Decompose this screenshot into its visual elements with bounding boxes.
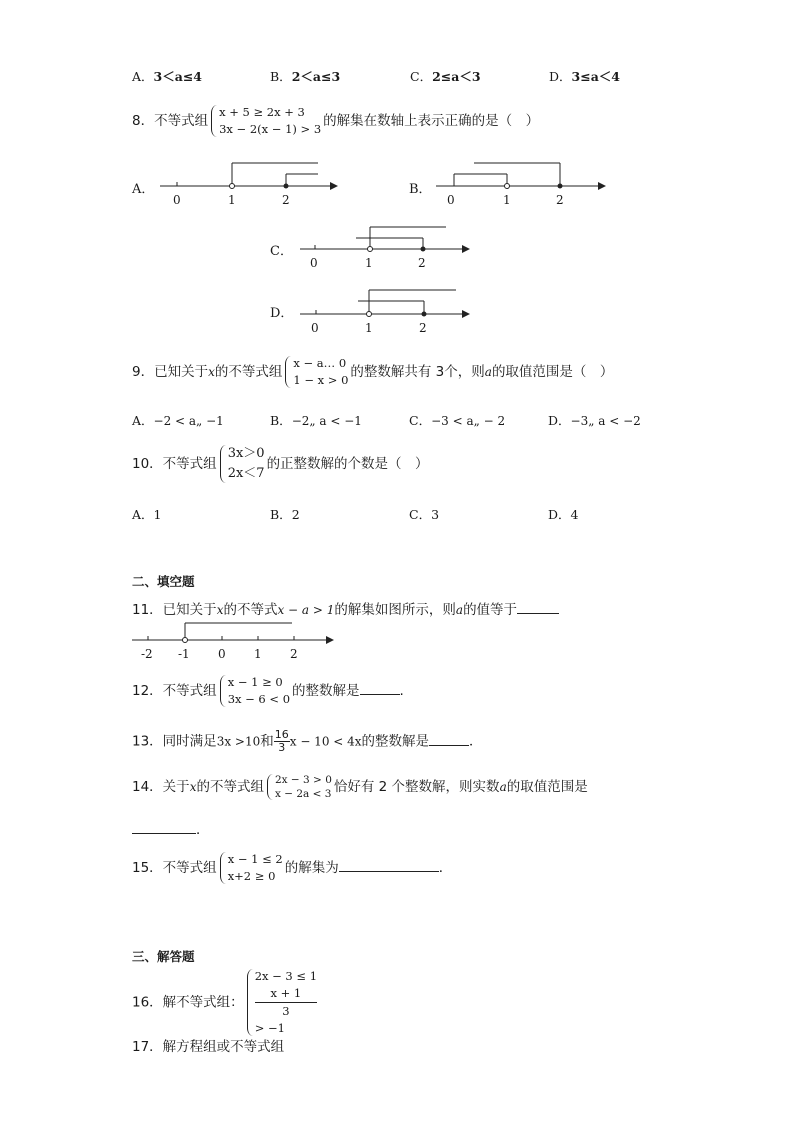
q8-label-c: C． bbox=[270, 244, 293, 259]
tick-label-2: 2 bbox=[418, 256, 426, 270]
tick-label-0: 0 bbox=[447, 193, 455, 207]
q7-option-b: B．2＜a≤3 bbox=[270, 69, 341, 84]
q8-label-b: B． bbox=[409, 182, 432, 197]
question-11: 11．已知关于x的不等式x − a > 1的解集如图所示，则a的值等于 bbox=[132, 598, 559, 618]
q7-option-d: D．3≤a＜4 bbox=[549, 69, 620, 84]
fraction: $\frac{16}{3}$ bbox=[274, 728, 289, 754]
q10-option-b: B．2 bbox=[270, 507, 300, 522]
q7-option-a: A．3＜a≤4 bbox=[132, 69, 202, 84]
tick-label-neg1: -1 bbox=[178, 647, 190, 661]
number-line-b bbox=[436, 158, 616, 208]
question-14: 14．关于x的不等式组 2x − 3 > 0 x − 2a < 3 恰好有 2 个整数解，则实数a的取值范围是 bbox=[132, 774, 588, 800]
q9-option-b: B．−2„ a < −1 bbox=[270, 413, 362, 428]
answer-blank[interactable] bbox=[132, 833, 196, 834]
question-13: 13．同时满足3x >10和 $\frac{16}{3}$ x − 10 < 4x的整数解是 ． bbox=[132, 728, 483, 754]
question-17: 17．解方程组或不等式组 bbox=[132, 1039, 285, 1055]
answer-blank[interactable] bbox=[517, 613, 559, 614]
question-16: 16．解不等式组： 2x − 3 ≤ 1 x + 1 3 > −1 bbox=[132, 969, 318, 1035]
tick-label-0: 0 bbox=[218, 647, 226, 661]
answer-blank[interactable] bbox=[360, 694, 400, 695]
tick-label-2: 2 bbox=[556, 193, 564, 207]
q9-option-d: D．−3„ a < −2 bbox=[548, 413, 641, 428]
tick-label-1: 1 bbox=[503, 193, 511, 207]
question-15: 15．不等式组 x − 1 ≤ 2 x+2 ≥ 0 的解集为 ． bbox=[132, 852, 453, 883]
number-line-a bbox=[160, 158, 340, 208]
tick-label-2: 2 bbox=[290, 647, 298, 661]
tick-label-0: 0 bbox=[311, 321, 319, 335]
inequality-system: x − a… 0 1 − x > 0 bbox=[284, 355, 348, 389]
answer-blank[interactable] bbox=[339, 871, 439, 872]
q10-option-d: D．4 bbox=[548, 507, 579, 522]
q8-label-a: A． bbox=[132, 182, 155, 197]
question-8: 8．不等式组 x + 5 ≥ 2x + 3 3x − 2(x − 1) > 3 的解集在数轴上表示正确的是（ ） bbox=[132, 105, 540, 136]
tick-label-1: 1 bbox=[228, 193, 236, 207]
question-10: 10．不等式组 3x＞0 2x＜7 的正整数解的个数是（ ） bbox=[132, 444, 429, 484]
fraction: x + 1 3 bbox=[255, 985, 317, 1020]
section-title-fill-in: 二、填空题 bbox=[132, 574, 195, 589]
question-14-answer-line: ． bbox=[132, 818, 210, 838]
question-12: 12．不等式组 x − 1 ≥ 0 3x − 6 < 0 的整数解是 . bbox=[132, 675, 404, 706]
inequality-system: x − 1 ≤ 2 x+2 ≥ 0 bbox=[219, 851, 283, 885]
inequality-system: x + 5 ≥ 2x + 3 3x − 2(x − 1) > 3 bbox=[210, 104, 321, 138]
inequality-system: 2x − 3 ≤ 1 x + 1 3 > −1 bbox=[246, 968, 317, 1037]
tick-label-1: 1 bbox=[254, 647, 262, 661]
tick-label-2: 2 bbox=[419, 321, 427, 335]
q10-option-c: C．3 bbox=[409, 507, 440, 522]
q9-option-c: C．−3 < a„ − 2 bbox=[409, 413, 506, 428]
tick-label-1: 1 bbox=[365, 256, 373, 270]
tick-label-1: 1 bbox=[365, 321, 373, 335]
section-title-solve: 三、解答题 bbox=[132, 949, 195, 964]
number-line-d bbox=[300, 286, 480, 336]
q7-option-c: C．2≤a＜3 bbox=[410, 69, 481, 84]
number-line-q11 bbox=[132, 620, 342, 662]
q8-label-d: D． bbox=[270, 306, 294, 321]
tick-label-2: 2 bbox=[282, 193, 290, 207]
question-9: 9．已知关于x的不等式组 x − a… 0 1 − x > 0 的整数解共有 3个，则a的取值范围是（ ） bbox=[132, 356, 614, 387]
tick-label-neg2: -2 bbox=[141, 647, 153, 661]
tick-label-0: 0 bbox=[310, 256, 318, 270]
tick-label-0: 0 bbox=[173, 193, 181, 207]
q9-option-a: A．−2 < a„ −1 bbox=[132, 413, 224, 428]
inequality-system: x − 1 ≥ 0 3x − 6 < 0 bbox=[219, 674, 290, 708]
answer-blank[interactable] bbox=[429, 745, 469, 746]
inequality-system: 2x − 3 > 0 x − 2a < 3 bbox=[266, 773, 332, 801]
q10-option-a: A．1 bbox=[132, 507, 162, 522]
inequality-system: 3x＞0 2x＜7 bbox=[219, 444, 265, 484]
number-line-c bbox=[300, 222, 480, 272]
